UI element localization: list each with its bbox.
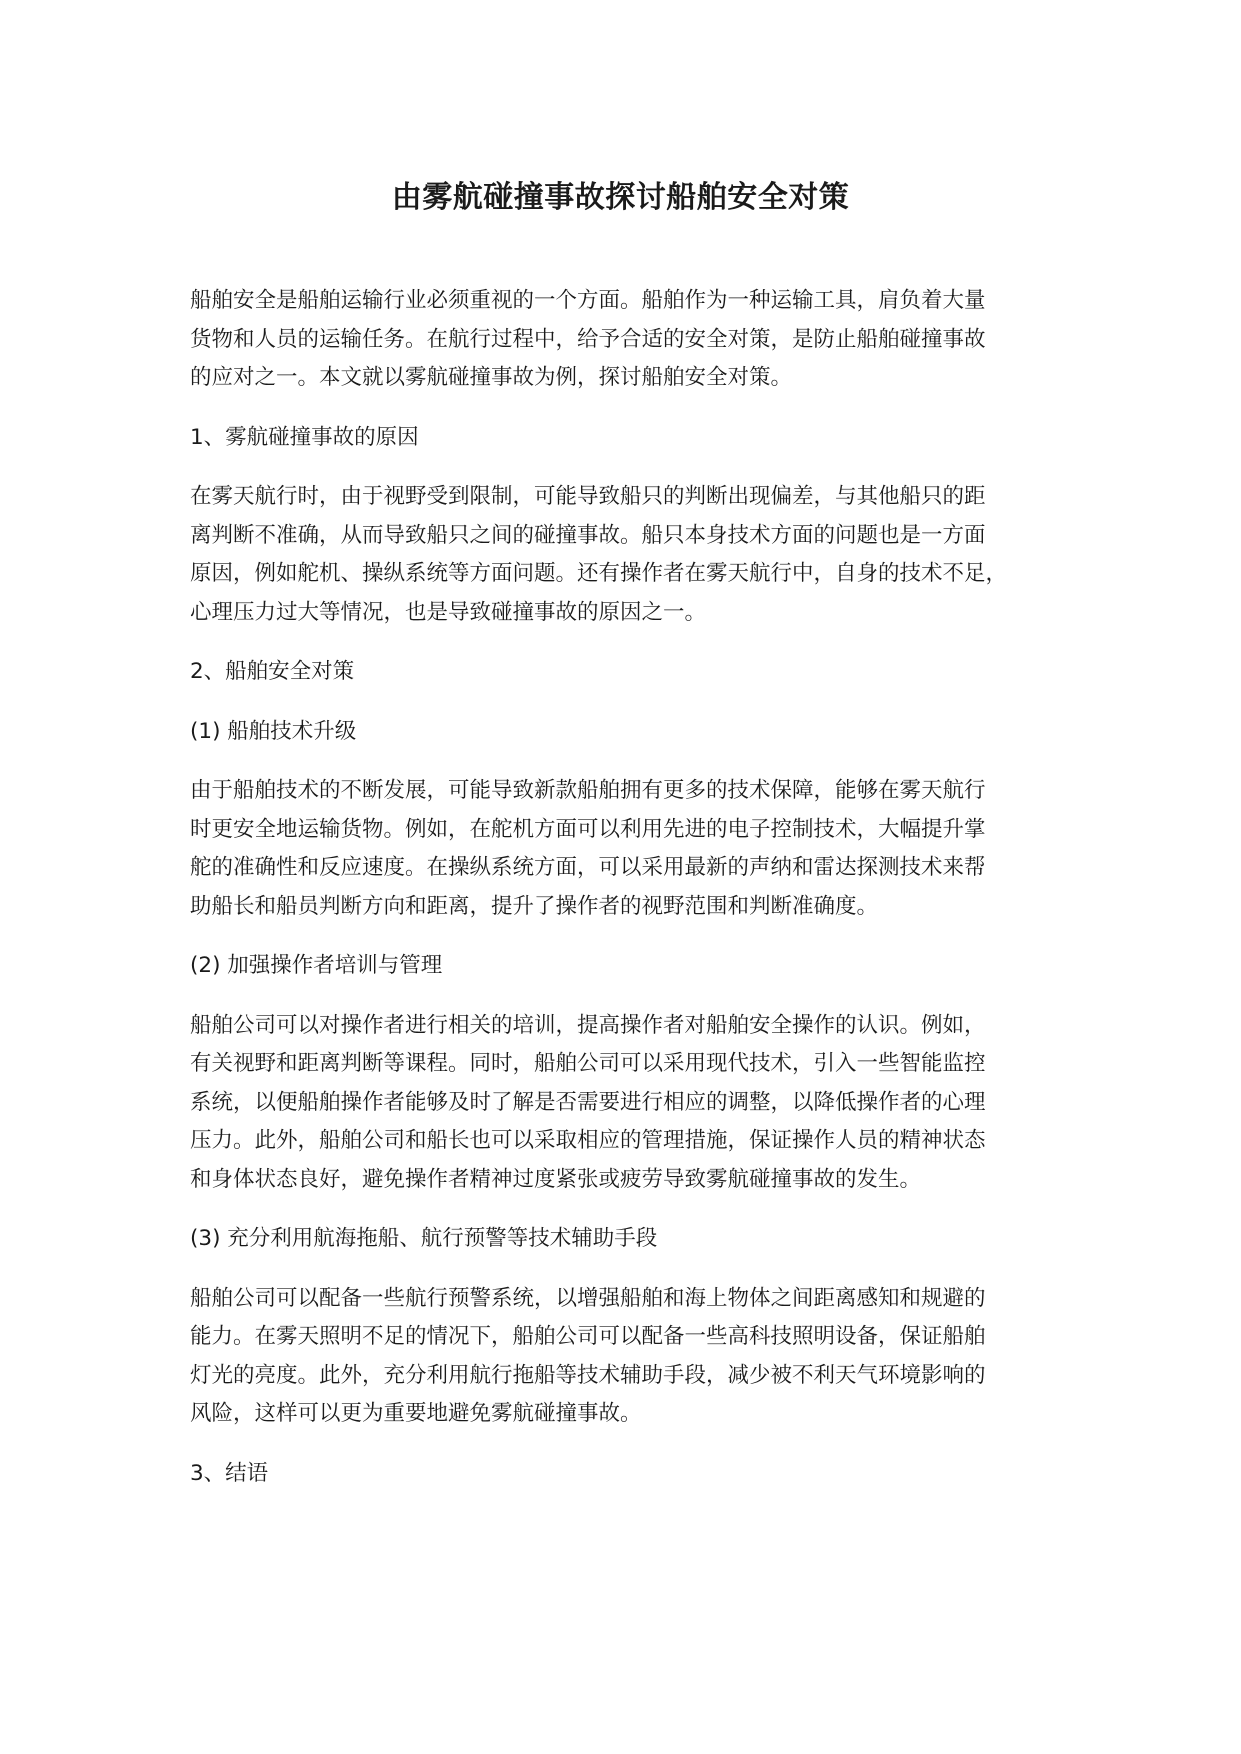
text-line: 心理压力过大等情况，也是导致碰撞事故的原因之一。	[190, 599, 707, 625]
subsection-1-paragraph	[190, 772, 1095, 926]
text-line: 原因，例如舵机、操纵系统等方面问题。还有操作者在雾天航行中，自身的技术不足，	[190, 561, 1008, 586]
text-line: 有关视野和距离判断等课程。同时，船舶公司可以采用现代技术，引入一些智能监控	[190, 1051, 986, 1076]
text-line: 货物和人员的运输任务。在航行过程中，给予合适的安全对策，是防止船舶碰撞事故	[190, 326, 986, 352]
subsection-1-heading: (1) 船舶技术升级	[190, 718, 357, 744]
subsection-2-heading: (2) 加强操作者培训与管理	[190, 953, 443, 978]
text-line: 在雾天航行时，由于视野受到限制，可能导致船只的判断出现偏差，与其他船只的距	[190, 484, 986, 509]
text-line: 船舶公司可以对操作者进行相关的培训，提高操作者对船舶安全操作的认识。例如，	[190, 1012, 986, 1038]
text-line: 时更安全地运输货物。例如，在舵机方面可以利用先进的电子控制技术，大幅提升掌	[190, 816, 986, 842]
text-line: 离判断不准确，从而导致船只之间的碰撞事故。船只本身技术方面的问题也是一方面	[190, 522, 986, 548]
subsection-3-paragraph	[190, 1280, 1095, 1434]
subsection-3-heading: (3) 充分利用航海拖船、航行预警等技术辅助手段	[190, 1226, 658, 1251]
text-line: 压力。此外，船舶公司和船长也可以采取相应的管理措施，保证操作人员的精神状态	[190, 1128, 986, 1153]
text-line: 船舶公司可以配备一些航行预警系统，以增强船舶和海上物体之间距离感知和规避的	[190, 1285, 986, 1311]
section-1-heading: 1、雾航碰撞事故的原因	[190, 424, 419, 450]
subsection-2-paragraph	[190, 1007, 1095, 1200]
text-line: 舵的准确性和反应速度。在操纵系统方面，可以采用最新的声纳和雷达探测技术来帮	[190, 855, 986, 880]
section-1-paragraph	[190, 478, 1095, 632]
text-line: 风险，这样可以更为重要地避免雾航碰撞事故。	[190, 1401, 642, 1426]
text-line: 助船长和船员判断方向和距离，提升了操作者的视野范围和判断准确度。	[190, 893, 879, 919]
text-line: 灯光的亮度。此外，充分利用航行拖船等技术辅助手段，减少被不利天气环境影响的	[190, 1362, 986, 1388]
text-line: 由于船舶技术的不断发展，可能导致新款船舶拥有更多的技术保障，能够在雾天航行	[190, 778, 986, 803]
text-line: 船舶安全是船舶运输行业必须重视的一个方面。船舶作为一种运输工具，肩负着大量	[190, 288, 986, 313]
text-line: 能力。在雾天照明不足的情况下，船舶公司可以配备一些高科技照明设备，保证船舶	[190, 1324, 986, 1349]
document-title: 由雾航碰撞事故探讨船舶安全对策	[391, 180, 850, 215]
document-body	[190, 282, 1095, 1514]
text-line: 的应对之一。本文就以雾航碰撞事故为例，探讨船舶安全对策。	[190, 365, 793, 390]
section-3-heading: 3、结语	[190, 1460, 269, 1486]
text-line: 系统，以便船舶操作者能够及时了解是否需要进行相应的调整，以降低操作者的心理	[190, 1089, 986, 1115]
section-2-heading: 2、船舶安全对策	[190, 659, 355, 684]
text-line: 和身体状态良好，避免操作者精神过度紧张或疲劳导致雾航碰撞事故的发生。	[190, 1166, 922, 1192]
intro-paragraph	[190, 282, 1095, 398]
